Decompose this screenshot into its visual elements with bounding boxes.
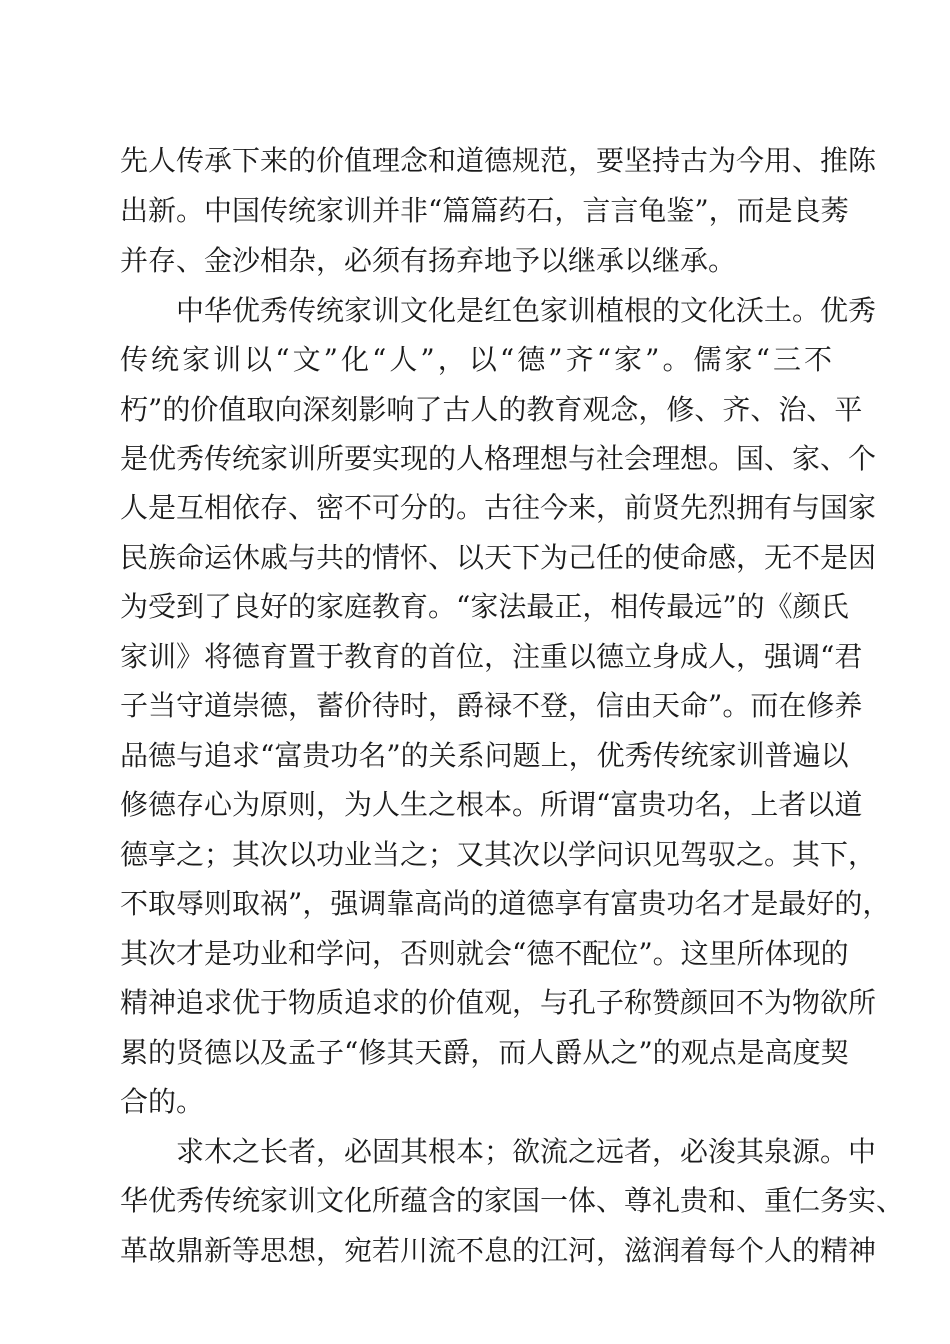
text-line: 并存、金沙相杂，必须有扬弃地予以继承以继承。 [120,244,737,277]
text-line: 华优秀传统家训文化所蕴含的家国一体、尊礼贵和、重仁务实、 [120,1184,905,1217]
text-line: 人是互相依存、密不可分的。古往今来，前贤先烈拥有与国家 [120,491,877,524]
text-line: 朽”的价值取向深刻影响了古人的教育观念，修、齐、治、平 [120,393,863,426]
text-line: 子当守道崇德，蓄价待时，爵禄不登，信由天命”。而在修养 [120,689,863,722]
text-line: 革故鼎新等思想，宛若川流不息的江河，滋润着每个人的精神 [120,1234,877,1267]
text-line: 为受到了良好的家庭教育。“家法最正，相传最远”的《颜氏 [120,590,849,623]
text-line: 不取辱则取祸”，强调靠高尚的道德享有富贵功名才是最好的， [120,887,891,920]
text-line: 德享之；其次以功业当之；又其次以学问识见驾驭之。其下， [120,838,877,871]
paragraph-first-line: 求木之长者，必固其根本；欲流之远者，必浚其泉源。中 [176,1135,877,1168]
text-line: 传统家训以“文”化“人”，以“德”齐“家”。儒家“三不 [120,343,832,376]
text-line: 家训》将德育置于教育的首位，注重以德立身成人，强调“君 [120,640,863,673]
paragraph-first-line: 中华优秀传统家训文化是红色家训植根的文化沃土。优秀 [176,294,877,327]
text-line: 修德存心为原则，为人生之根本。所谓“富贵功名，上者以道 [120,788,863,821]
text-line: 其次才是功业和学问，否则就会“德不配位”。这里所体现的 [120,937,849,970]
text-line: 先人传承下来的价值理念和道德规范，要坚持古为今用、推陈 [120,144,877,177]
text-line: 合的。 [120,1085,205,1118]
text-line: 品德与追求“富贵功名”的关系问题上，优秀传统家训普遍以 [120,739,849,772]
text-line: 民族命运休戚与共的情怀、以天下为己任的使命感，无不是因 [120,541,877,574]
text-line: 精神追求优于物质追求的价值观，与孔子称赞颜回不为物欲所 [120,986,877,1019]
text-line: 累的贤德以及孟子“修其天爵，而人爵从之”的观点是高度契 [120,1036,849,1069]
text-line: 是优秀传统家训所要实现的人格理想与社会理想。国、家、个 [120,442,877,475]
text-line: 出新。中国传统家训并非“篇篇药石，言言龟鉴”，而是良莠 [120,194,849,227]
